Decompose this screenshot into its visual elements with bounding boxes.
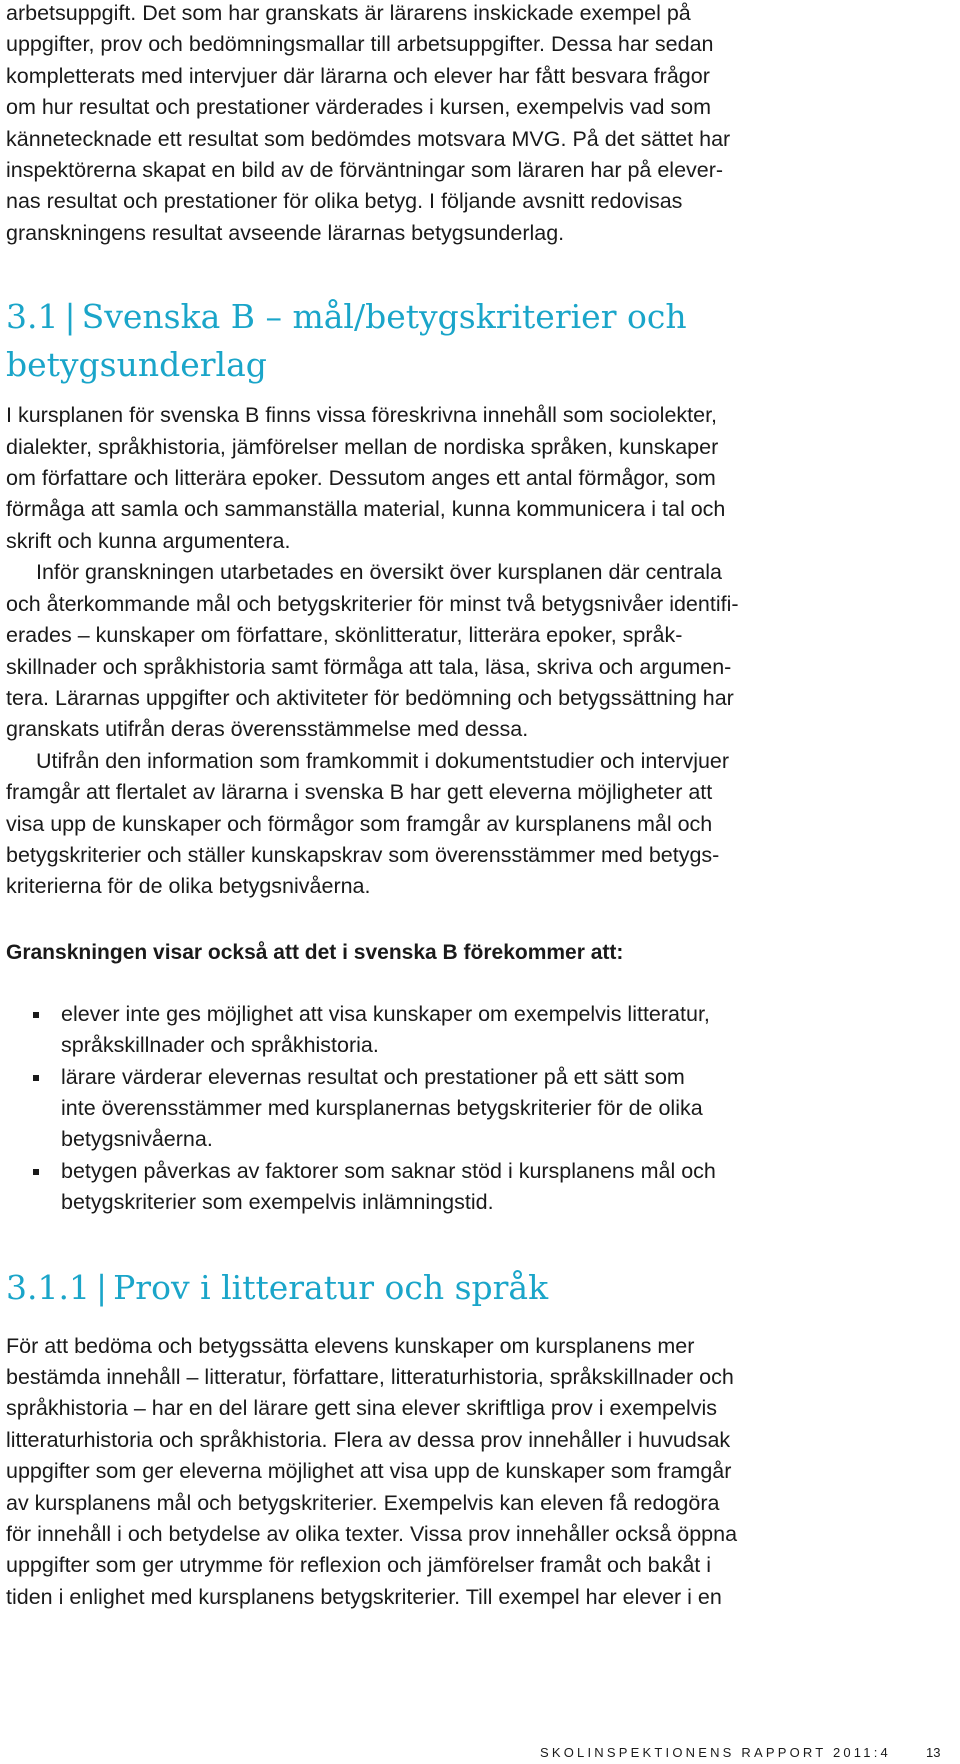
findings-item-text: elever inte ges möjlighet att visa kunskaper om exempelvis litteratur, språkskillnader och språkhistoria. (61, 1001, 710, 1058)
intro-paragraph: arbetsuppgift. Det som har granskats är lärarens inskickade exempel på uppgifter, prov och bedömningsmallar till arbetsuppgifter. Dessa har sedan kompletterats med intervjuer där lärarna och elever har fått besvara frågor om hur resultat och prestationer värderades i kursen, exempelvis vad som kännetecknade ett resultat som bedömdes motsvara MVG. På det sättet har inspektörerna skapat en bild av de förväntningar som läraren har på elever- nas resultat och prestationer för olika betyg. I följande avsnitt redovisas granskningens resultat avseende lärarnas betygsunderlag. (6, 1, 731, 245)
report-title: SKOLINSPEKTIONENS RAPPORT 2011:4 (540, 1745, 891, 1760)
findings-list-item (6, 999, 946, 1062)
subsection-title: Prov i litteratur och språk (113, 1267, 549, 1307)
section-3-1-1-paragraph: För att bedöma och betygssätta elevens kunskaper om kursplanens mer bestämda innehåll – litteratur, författare, litteraturhistoria, språkskillnader och språkhistoria – har en del lärare gett sina elever skriftliga prov i exempelvis litteraturhistoria och språkhistoria. Flera av dessa prov innehåller i huvudsak uppgifter som ger eleverna möjlighet att visa upp de kunskaper som framgår av kursplanens mål och betygskriterier. Exempelvis kan eleven få redogöra för innehåll i och betydelse av olika texter. Vissa prov innehåller också öppna uppgifter som ger utrymme för reflexion och jämförelser framåt och bakåt i tiden i enlighet med kursplanens betygskriterier. Till exempel har elever i en (6, 1333, 738, 1609)
section-number: 3.1 (6, 297, 59, 337)
heading-divider: | (64, 297, 76, 337)
document-page (6, 0, 946, 1613)
bullet-icon (33, 1169, 39, 1175)
bullet-icon (33, 1075, 39, 1081)
findings-list-item (6, 1062, 946, 1156)
findings-item-text: lärare värderar elevernas resultat och prestationer på ett sätt som inte överensstämmer med kursplanernas betygskriterier för de olika betygsnivåerna. (61, 1064, 703, 1152)
section-3-1-paragraph-1: I kursplanen för svenska B finns vissa föreskrivna innehåll som sociolekter, dialekter, språkhistoria, jämförelser mellan de nordiska språken, kunskaper om författare och litterära epoker. Dessutom anges ett antal förmågor, som förmåga att samla och sammanställa material, kunna kommunicera i tal och skrift och kunna argumentera. (6, 403, 726, 553)
subsection-number: 3.1.1 (6, 1267, 90, 1307)
findings-heading: Granskningen visar också att det i svenska B förekommer att: (6, 940, 624, 964)
page-number: 13 (926, 1745, 941, 1760)
section-heading-3-1 (6, 293, 946, 389)
section-3-1-paragraph-3: Utifrån den information som framkommit i dokumentstudier och intervjuer framgår att flertalet av lärarna i svenska B har gett eleverna möjligheter att visa upp de kunskaper och förmågor som framgår av kursplanens mål och betygskriterier och ställer kunskapskrav som överensstämmer med betygs- kriterierna för de olika betygsnivåerna. (6, 748, 730, 899)
section-title: Svenska B – mål/betygskriterier och betygsunderlag (6, 297, 687, 385)
findings-list-item (6, 1156, 946, 1219)
findings-item-text: betygen påverkas av faktorer som saknar stöd i kursplanens mål och betygskriterier som exempelvis inlämningstid. (61, 1158, 716, 1215)
section-heading-3-1-1 (6, 1264, 946, 1312)
page-footer (0, 1745, 960, 1761)
bullet-icon (33, 1012, 39, 1018)
findings-list (6, 999, 946, 1219)
heading-divider: | (95, 1267, 108, 1307)
section-3-1-paragraph-2: Inför granskningen utarbetades en översikt över kursplanen där centrala och återkommande mål och betygskriterier för minst två betygsnivåer identifi- erades – kunskaper om författare, skönlitteratur, litterära epoker, språk- skillnader och språkhistoria samt förmåga att tala, läsa, skriva och argumen- tera. Lärarnas uppgifter och aktiviteter för bedömning och betygssättning har granskats utifrån deras överensstämmelse med dessa. (6, 560, 739, 742)
